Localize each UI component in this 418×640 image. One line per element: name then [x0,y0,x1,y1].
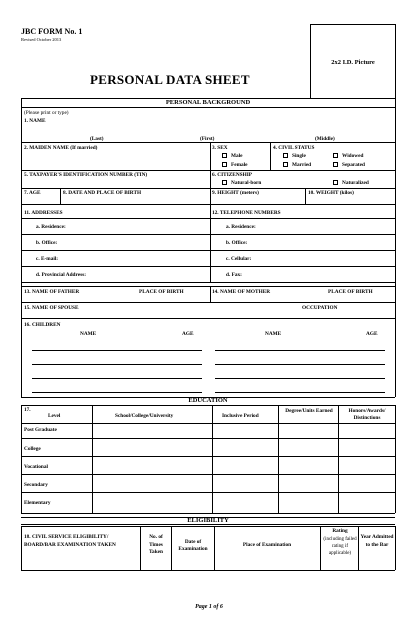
middle-name-label: (Middle) [315,136,335,142]
divider [21,107,395,108]
checkbox-icon [333,162,338,167]
divider [171,526,172,570]
divider [212,405,213,513]
exam-place-header: Place of Examination [242,542,292,548]
honors-header: Honors/Awards/ Distinctions [348,408,386,421]
divider [21,234,395,235]
provincial-address-field[interactable]: d. Provincial Address: [36,272,86,278]
edu-row-vocational[interactable]: Vocational [24,464,48,470]
first-name-label: (First) [200,136,215,142]
rating-note: (including failed rating if applicable) [323,537,357,556]
child-entry-line[interactable] [32,364,202,365]
children-label: 16. CHILDREN [24,322,61,328]
checkbox-icon [283,153,288,158]
frame [21,98,22,397]
civil-married-option[interactable]: Married [283,162,311,168]
citizenship-naturalized-option[interactable]: Naturalized [333,180,369,186]
divider [21,282,395,283]
divider [270,142,271,170]
child-name-header: NAME [80,331,97,337]
divider [21,188,395,189]
checkbox-icon [222,162,227,167]
spouse-name-label[interactable]: 15. NAME OF SPOUSE [24,305,79,311]
maiden-name-label[interactable]: 2. MAIDEN NAME (If married) [24,145,98,151]
checkbox-icon [222,180,227,185]
divider [338,405,339,513]
divider [21,438,395,439]
civil-single-option[interactable]: Single [283,153,306,159]
divider [210,286,211,302]
child-entry-line[interactable] [215,392,385,393]
frame [21,526,22,570]
eligibility-label: 18. CIVIL SERVICE ELIGIBILITY/ BOARD/BAR EXAMINATION TAKEN [24,534,116,548]
tin-label[interactable]: 5. TAXPAYER'S IDENTIFICATION NUMBER (TIN) [24,172,148,178]
page-title: PERSONAL DATA SHEET [90,72,250,87]
mother-name-label[interactable]: 14. NAME OF MOTHER [212,289,271,295]
citizenship-natural-born-option[interactable]: Natural-born [222,180,261,186]
checkbox-icon [333,180,338,185]
child-name-header: NAME [265,331,282,337]
divider [21,570,395,571]
checkbox-icon [283,162,288,167]
year-admitted-header: Year Admitted to the Bar [360,534,394,548]
edu-row-college[interactable]: College [24,446,41,452]
personal-background-header: PERSONAL BACKGROUND [21,99,395,107]
divider [21,492,395,493]
addresses-label: 11. ADDRESSES [24,210,63,216]
divider [21,250,395,251]
period-header: Inclusive Period [222,413,259,419]
divider [21,218,395,219]
child-age-header: AGE [366,331,378,337]
child-entry-line[interactable] [32,378,202,379]
divider [21,456,395,457]
residence-phone-field[interactable]: a. Residence: [226,224,256,230]
divider [92,405,93,513]
frame [21,405,22,513]
fax-field[interactable]: d. Fax: [226,272,242,278]
divider [60,188,61,204]
father-name-label[interactable]: 13. NAME OF FATHER [24,289,80,295]
checkbox-icon [222,153,227,158]
citizenship-label: 6. CITIZENSHIP [212,172,253,178]
divider [214,526,215,570]
school-header: School/College/University [115,413,174,419]
child-entry-line[interactable] [215,364,385,365]
divider [210,170,211,188]
divider [140,526,141,570]
frame [395,405,396,513]
education-level-header: Level [48,413,61,419]
sex-label: 3. SEX [212,145,228,151]
print-instruction: (Please print or type) [24,110,69,116]
divider [210,142,211,170]
civil-status-label: 4. CIVIL STATUS [273,145,315,151]
child-entry-line[interactable] [32,392,202,393]
name-label[interactable]: 1. NAME [24,118,46,124]
times-taken-header: No. of Times Taken [149,534,163,555]
office-phone-field[interactable]: b. Office: [226,240,248,246]
spouse-occupation-label[interactable]: OCCUPATION [302,305,338,311]
frame [395,98,396,397]
civil-widowed-option[interactable]: Widowed [333,153,363,159]
dob-label[interactable]: 8. DATE AND PLACE OF BIRTH [63,190,142,196]
divider [358,526,359,570]
civil-separated-option[interactable]: Separated [333,162,365,168]
photo-label: 2x2 I.D. Picture [331,59,375,66]
divider [21,513,395,514]
frame [395,526,396,570]
divider [21,142,395,143]
divider [21,266,395,267]
office-address-field[interactable]: b. Office: [36,240,58,246]
exam-date-header: Date of Examination [178,539,208,552]
divider [21,474,395,475]
edu-row-post-graduate[interactable]: Post Graduate [24,427,57,433]
child-age-header: AGE [182,331,194,337]
education-header: EDUCATION [21,398,395,404]
telephone-label: 12. TELEPHONE NUMBERS [212,210,281,216]
child-entry-line[interactable] [215,350,385,351]
id-photo-box[interactable] [310,24,396,99]
divider [21,204,395,205]
divider [21,423,395,424]
eligibility-header: ELIGIBILITY [21,518,395,524]
height-label[interactable]: 9. HEIGHT (meters) [212,190,259,196]
page-number: Page 1 of 6 [195,604,223,610]
father-birthplace-label[interactable]: PLACE OF BIRTH [139,289,184,295]
divider [21,170,395,171]
divider [21,318,395,319]
divider [320,526,321,570]
divider [21,526,395,527]
divider [21,286,395,287]
checkbox-icon [333,153,338,158]
degree-header: Degree/Units Earned [285,408,333,414]
divider [210,204,211,282]
last-name-label: (Last) [90,136,104,142]
form-number: JBC FORM No. 1 [21,27,83,36]
rating-header: Rating [332,528,348,534]
residence-address-field[interactable]: a. Residence: [36,224,66,230]
age-label[interactable]: 7. AGE [24,190,41,196]
divider [278,405,279,513]
child-entry-line[interactable] [215,378,385,379]
divider [305,188,306,204]
mother-birthplace-label[interactable]: PLACE OF BIRTH [328,289,373,295]
weight-label[interactable]: 10. WEIGHT (kilos) [308,190,354,196]
edu-row-elementary[interactable]: Elementary [24,500,51,506]
education-item-number: 17. [24,407,31,413]
divider [210,188,211,204]
divider [21,302,395,303]
revision-date: Revised October 2013 [21,37,62,42]
cellular-field[interactable]: c. Cellular: [226,256,252,262]
child-entry-line[interactable] [32,350,202,351]
sex-male-option[interactable]: Male [222,153,242,159]
sex-female-option[interactable]: Female [222,162,247,168]
edu-row-secondary[interactable]: Secondary [24,482,48,488]
email-field[interactable]: c. E-mail: [36,256,59,262]
